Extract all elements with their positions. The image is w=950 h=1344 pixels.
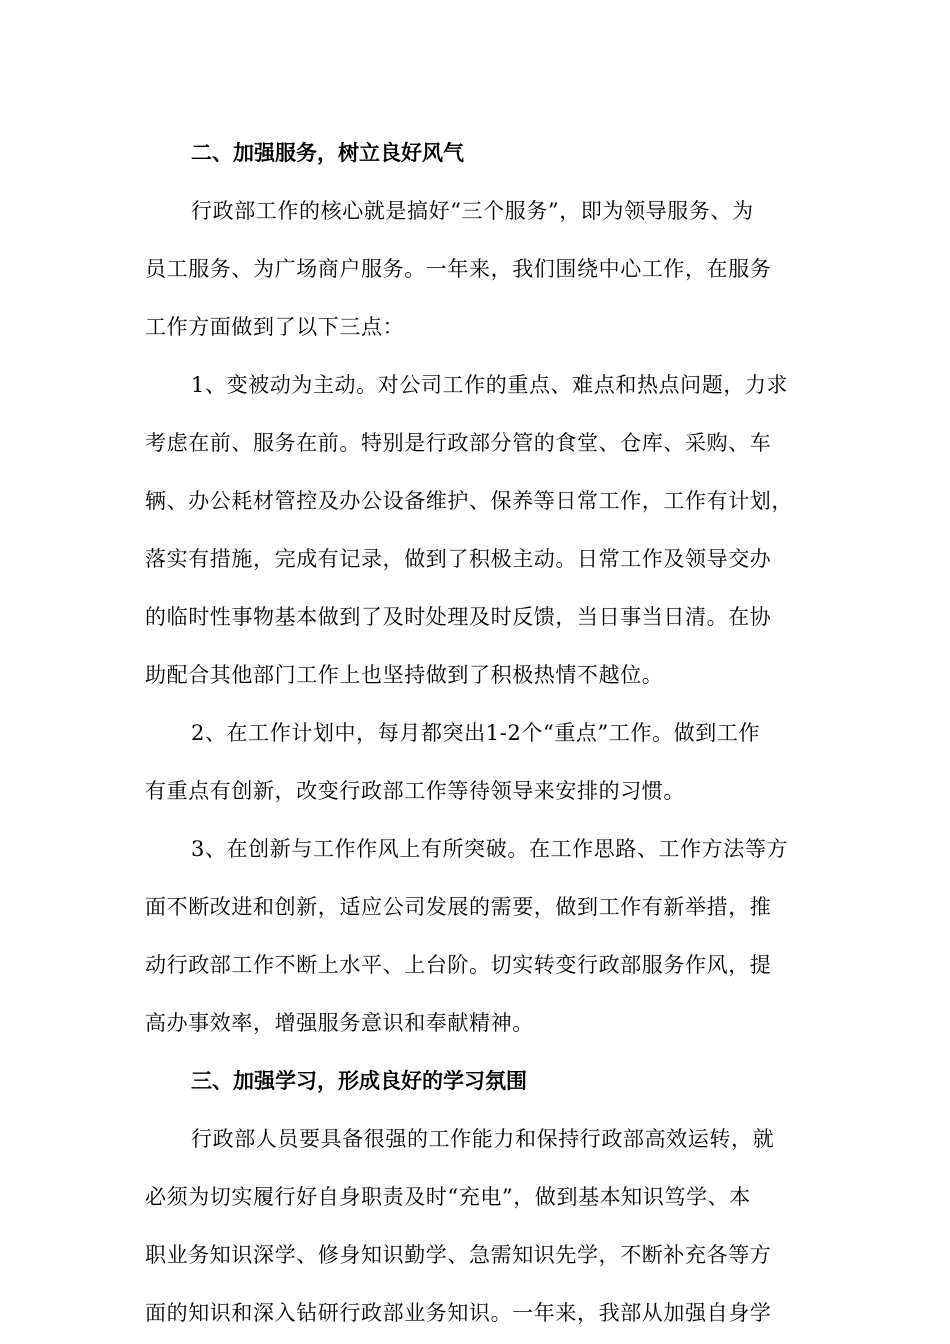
paragraph-item-2: [145, 704, 810, 820]
text-line: 动行政部工作不断上水平、上台阶。切实转变行政部服务作风，提: [145, 953, 772, 977]
text-line: 面的知识和深入钻研行政部业务知识。一年来，我部从加强自身学: [145, 1301, 772, 1325]
text-line: 1、变被动为主动。对公司工作的重点、难点和热点问题，力求: [191, 373, 789, 397]
section-heading-study: [145, 1052, 810, 1110]
heading-line: 三、加强学习，形成良好的学习氛围: [191, 1068, 527, 1093]
paragraph-study: [145, 1110, 810, 1342]
text-line: 有重点有创新，改变行政部工作等待领导来安排的习惯。: [145, 779, 685, 803]
section-heading-service: [145, 124, 810, 182]
text-line: 助配合其他部门工作上也坚持做到了积极热情不越位。: [145, 663, 664, 687]
paragraph-item-3: [145, 820, 810, 1052]
text-line: 辆、办公耗材管控及办公设备维护、保养等日常工作，工作有计划，: [145, 489, 793, 513]
text-line: 考虑在前、服务在前。特别是行政部分管的食堂、仓库、采购、车: [145, 431, 772, 455]
text-line: 行政部工作的核心就是搞好“三个服务”，即为领导服务、为: [191, 199, 754, 223]
document-page: [145, 124, 810, 1342]
paragraph-three-services: [145, 182, 810, 356]
paragraph-item-1: [145, 356, 810, 704]
text-line: 落实有措施，完成有记录，做到了积极主动。日常工作及领导交办: [145, 547, 772, 571]
text-line: 必须为切实履行好自身职责及时“充电”，做到基本知识笃学、本: [145, 1185, 751, 1209]
text-line: 行政部人员要具备很强的工作能力和保持行政部高效运转，就: [191, 1127, 775, 1151]
text-line: 2、在工作计划中，每月都突出1-2个“重点”工作。做到工作: [191, 721, 761, 745]
text-line: 工作方面做到了以下三点：: [145, 315, 405, 339]
text-line: 的临时性事物基本做到了及时处理及时反馈，当日事当日清。在协: [145, 605, 772, 629]
text-line: 3、在创新与工作作风上有所突破。在工作思路、工作方法等方: [191, 837, 789, 861]
heading-line: 二、加强服务，树立良好风气: [191, 140, 464, 165]
text-line: 面不断改进和创新，适应公司发展的需要，做到工作有新举措，推: [145, 895, 772, 919]
text-line: 员工服务、为广场商户服务。一年来，我们围绕中心工作，在服务: [145, 257, 772, 281]
text-line: 职业务知识深学、修身知识勤学、急需知识先学，不断补充各等方: [145, 1243, 772, 1267]
text-line: 高办事效率，增强服务意识和奉献精神。: [145, 1011, 534, 1035]
